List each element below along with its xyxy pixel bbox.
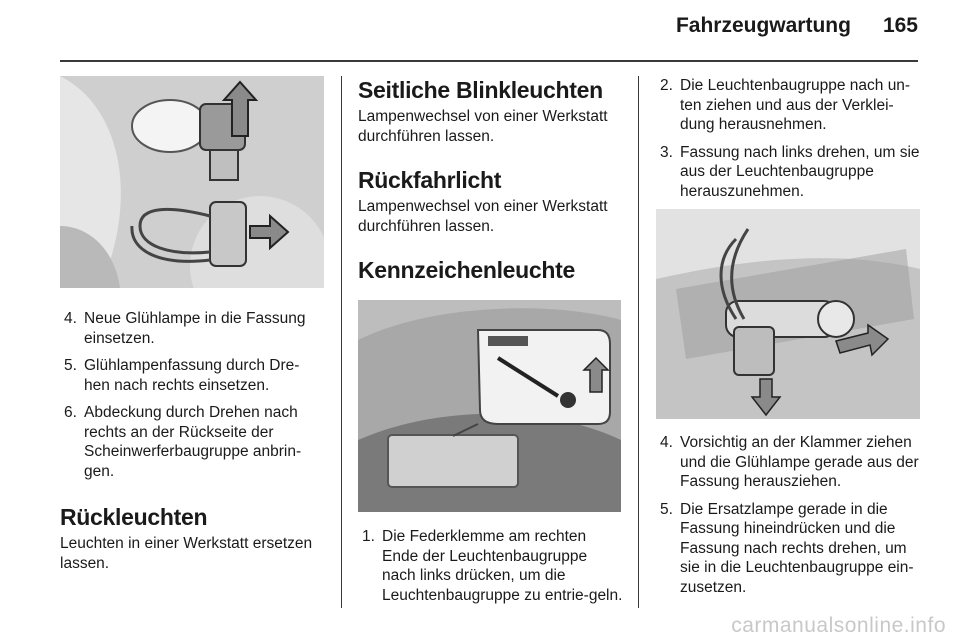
watermark: carmanualsonline.info [731,614,946,637]
column-1 [60,76,324,573]
steps-list-col3-bottom [656,433,920,597]
steps-list-col3-top [656,76,920,201]
paragraph-blinkleuchten: Lampenwechsel von einer Werkstatt durchführen lassen. [358,108,608,145]
heading-seitliche-blinkleuchten: Seitliche Blinkleuchten [358,77,603,103]
heading-rueckfahrlicht: Rückfahrlicht [358,167,502,193]
paragraph-rueckleuchten: Leuchten in einer Werkstatt ersetzen lassen. [60,535,313,572]
list-item: 5. Die Ersatzlampe gerade in die Fassung hineindrücken und die Fassung nach rechts drehen, um sie in die Leuchtenbaugruppe ein-zusetzen. [660,500,914,596]
lamp-socket-illustration [656,209,920,419]
list-item: 6. Abdeckung durch Drehen nach rechts an der Rückseite der Scheinwerferbaugruppe anbrin-gen. [64,404,302,480]
list-item: 3. Fassung nach links drehen, um sie aus der Leuchtenbaugruppe herauszunehmen. [660,143,920,200]
header-rule [60,60,918,62]
page-header [676,14,918,38]
list-item: 1. Die Federklemme am rechten Ende der Leuchtenbaugruppe nach links drücken, um die Leuchtenbaugruppe zu entrie-geln. [362,528,623,604]
section-title: Fahrzeugwartung [675,14,851,37]
list-item: 5. Glühlampenfassung durch Dre-hen nach rechts einsetzen. [64,357,300,394]
paragraph-rueckfahrlicht: Lampenwechsel von einer Werkstatt durchführen lassen. [358,198,608,235]
headlamp-bulb-illustration [60,76,324,288]
list-item: 4. Vorsichtig an der Klammer ziehen und die Glühlampe gerade aus der Fassung herausziehen. [660,434,919,490]
list-item: 4. Neue Glühlampe in die Fassung einsetzen. [64,310,306,347]
license-plate-light-illustration [358,300,621,512]
heading-rueckleuchten: Rückleuchten [60,504,208,530]
heading-kennzeichenleuchte: Kennzeichenleuchte [358,257,575,283]
column-3 [656,76,920,605]
column-divider-1 [341,76,342,608]
steps-list-col2 [358,527,623,605]
column-divider-2 [638,76,639,608]
page-number: 165 [882,14,918,37]
column-2 [358,76,623,613]
list-item: 2. Die Leuchtenbaugruppe nach un-ten ziehen und aus der Verklei-dung herausnehmen. [660,77,911,133]
steps-list-col1 [60,309,324,481]
